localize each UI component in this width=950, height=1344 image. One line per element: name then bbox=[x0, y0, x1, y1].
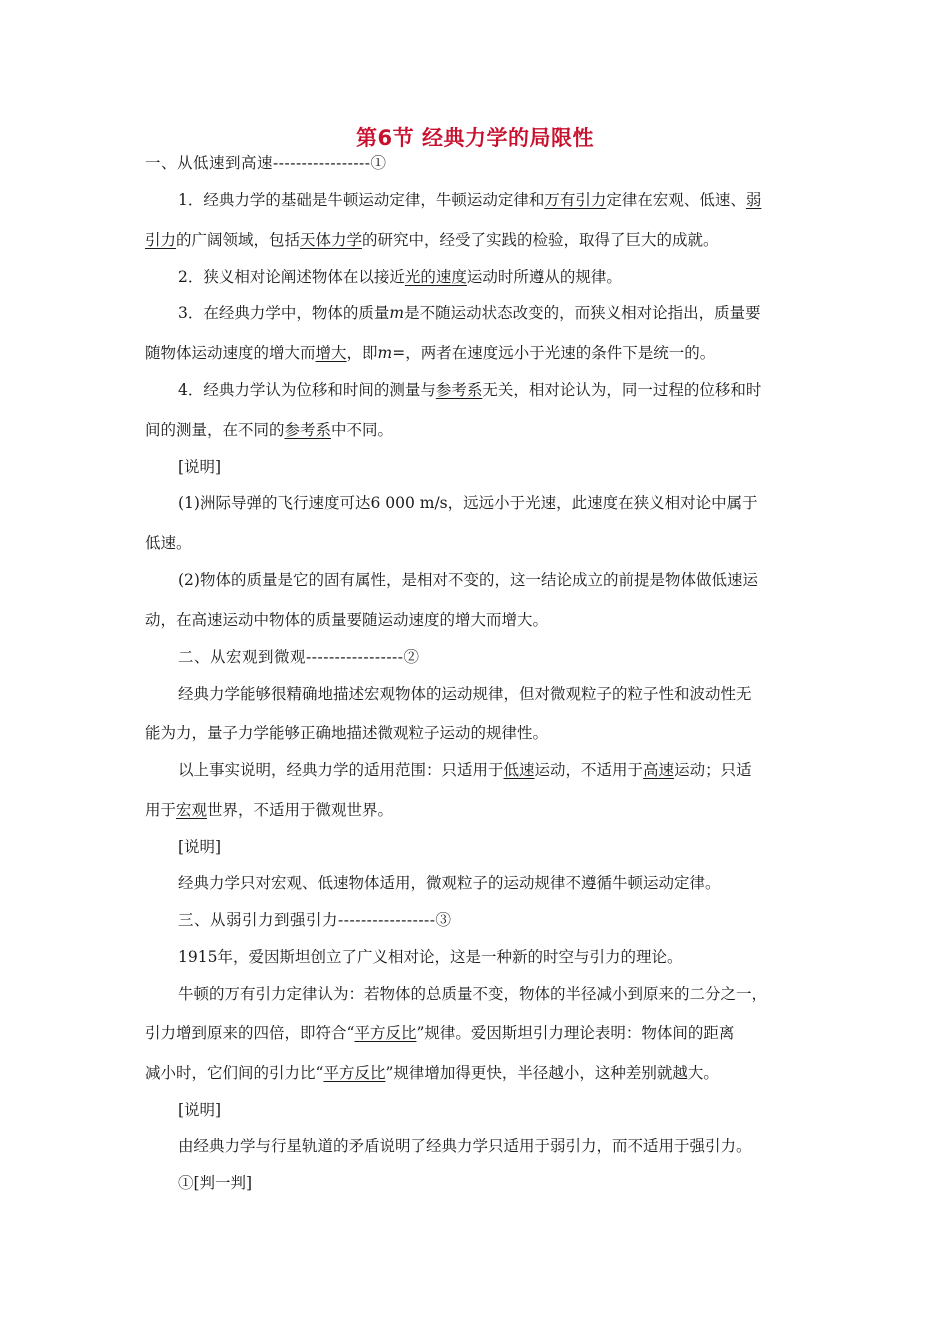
paragraph-1-line-1: 1．经典力学的基础是牛顿运动定律，牛顿运动定律和万有引力定律在宏观、低速、弱 bbox=[178, 191, 762, 209]
paragraph-6-line-1: 以上事实说明，经典力学的适用范围：只适用于低速运动，不适用于高速运动；只适 bbox=[178, 761, 752, 779]
paragraph-4-line-2: 间的测量，在不同的参考系中不同。 bbox=[145, 421, 394, 439]
paragraph-8-line-3: 减小时，它们间的引力比“平方反比”规律增加得更快，半径越小，这种差别就越大。 bbox=[145, 1064, 719, 1082]
section-heading-1: 一、从低速到高速-----------------① bbox=[145, 154, 387, 172]
blank-answer: 宏观 bbox=[176, 801, 208, 819]
paragraph-8-line-1: 牛顿的万有引力定律认为：若物体的总质量不变，物体的半径减小到原来的二分之一， bbox=[178, 985, 768, 1003]
paragraph-2: 2．狭义相对论阐述物体在以接近光的速度运动时所遵从的规律。 bbox=[178, 268, 622, 286]
blank-answer: 增大 bbox=[315, 344, 347, 362]
section-heading-2: 二、从宏观到微观-----------------② bbox=[178, 648, 420, 666]
paragraph-3-line-1: 3．在经典力学中，物体的质量m是不随运动状态改变的，而狭义相对论指出，质量要 bbox=[178, 304, 761, 322]
judge-heading: ①[判一判] bbox=[178, 1174, 253, 1192]
note-1-line-1: (1)洲际导弹的飞行速度可达6 000 m/s，远远小于光速，此速度在狭义相对论中属于 bbox=[178, 494, 758, 512]
note-label: [说明] bbox=[178, 458, 222, 476]
page-title: 第6节 经典力学的局限性 bbox=[356, 126, 594, 150]
paragraph-5-line-2: 能为力，量子力学能够正确地描述微观粒子运动的规律性。 bbox=[145, 724, 549, 742]
blank-answer: 引力 bbox=[145, 231, 177, 249]
blank-answer: 低速 bbox=[503, 761, 535, 779]
note-3: 经典力学只对宏观、低速物体适用，微观粒子的运动规律不遵循牛顿运动定律。 bbox=[178, 874, 721, 892]
note-1-line-2: 低速。 bbox=[145, 534, 192, 552]
blank-answer: 参考系 bbox=[435, 381, 483, 399]
blank-answer: 参考系 bbox=[284, 421, 332, 439]
note-2-line-2: 动，在高速运动中物体的质量要随运动速度的增大而增大。 bbox=[145, 611, 549, 629]
blank-answer: 万有引力 bbox=[544, 191, 607, 209]
note-4: 由经典力学与行星轨道的矛盾说明了经典力学只适用于弱引力，而不适用于强引力。 bbox=[178, 1137, 752, 1155]
blank-answer: 光的速度 bbox=[404, 268, 467, 286]
blank-answer: 平方反比 bbox=[354, 1024, 417, 1042]
paragraph-3-line-2: 随物体运动速度的增大而增大，即m=，两者在速度远小于光速的条件下是统一的。 bbox=[145, 344, 716, 362]
paragraph-5-line-1: 经典力学能够很精确地描述宏观物体的运动规律，但对微观粒子的粒子性和波动性无 bbox=[178, 685, 752, 703]
note-label: [说明] bbox=[178, 1101, 222, 1119]
blank-answer: 平方反比 bbox=[323, 1064, 386, 1082]
blank-answer: 弱 bbox=[745, 191, 762, 209]
paragraph-8-line-2: 引力增到原来的四倍，即符合“平方反比”规律。爱因斯坦引力理论表明：物体间的距离 bbox=[145, 1024, 735, 1042]
section-heading-3: 三、从弱引力到强引力-----------------③ bbox=[178, 911, 452, 929]
note-2-line-1: (2)物体的质量是它的固有属性，是相对不变的，这一结论成立的前提是物体做低速运 bbox=[178, 571, 758, 589]
paragraph-7: 1915年，爱因斯坦创立了广义相对论，这是一种新的时空与引力的理论。 bbox=[178, 948, 683, 966]
paragraph-4-line-1: 4．经典力学认为位移和时间的测量与参考系无关，相对论认为，同一过程的位移和时 bbox=[178, 381, 762, 399]
blank-answer: 高速 bbox=[643, 761, 675, 779]
paragraph-6-line-2: 用于宏观世界，不适用于微观世界。 bbox=[145, 801, 394, 819]
note-label: [说明] bbox=[178, 838, 222, 856]
blank-answer: 天体力学 bbox=[300, 231, 363, 249]
paragraph-1-line-2: 引力的广阔领域，包括天体力学的研究中，经受了实践的检验，取得了巨大的成就。 bbox=[145, 231, 719, 249]
